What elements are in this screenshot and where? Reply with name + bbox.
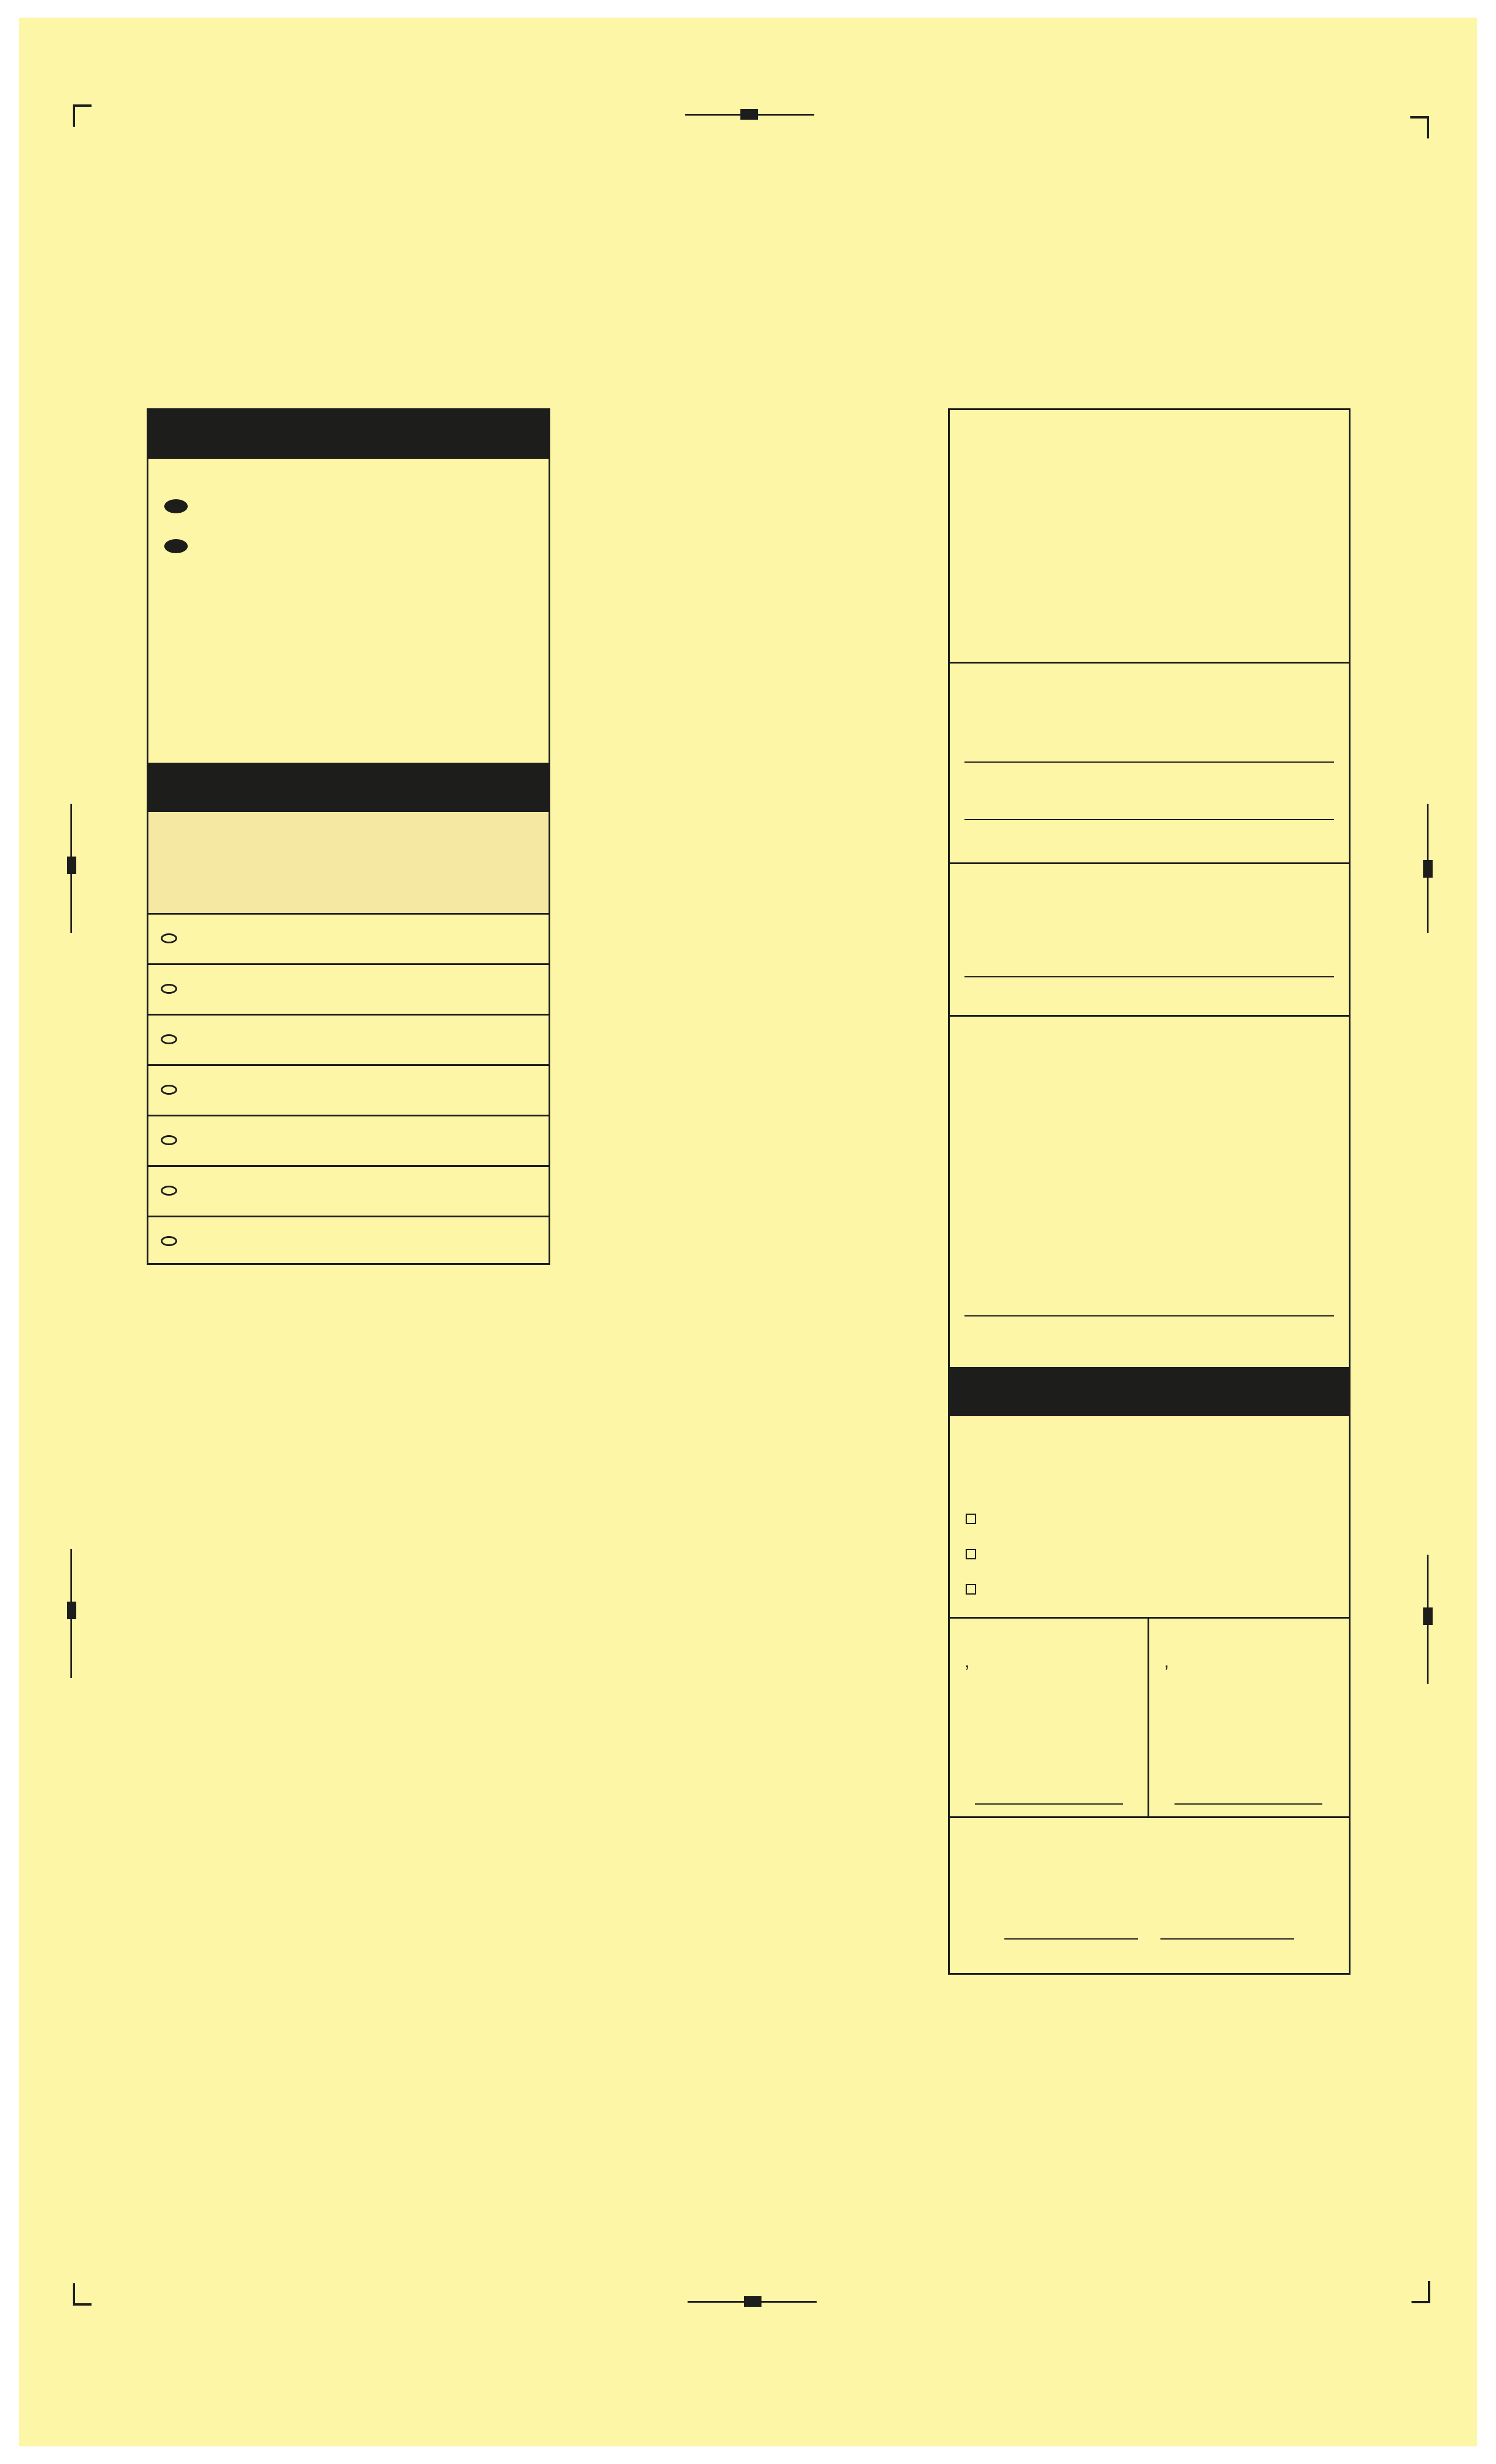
filled-oval-example-icon bbox=[164, 539, 188, 553]
stub-divider-5 bbox=[948, 1816, 1351, 1818]
remade-initials-line-1[interactable] bbox=[1004, 1938, 1138, 1940]
assistor-signature-line[interactable] bbox=[964, 1315, 1334, 1316]
official-use-heading bbox=[948, 1367, 1351, 1416]
candidate-row[interactable] bbox=[148, 1066, 549, 1116]
candidate-row[interactable] bbox=[148, 965, 549, 1016]
stub-divider-4 bbox=[948, 1617, 1351, 1619]
instruction-write-in bbox=[164, 534, 546, 556]
vote-oval[interactable] bbox=[161, 984, 177, 994]
corner-mark-bottom-right bbox=[1412, 2281, 1430, 2303]
vote-oval[interactable] bbox=[161, 1236, 177, 1246]
filled-oval-example-icon bbox=[164, 499, 188, 513]
left-side-mark-2 bbox=[67, 1602, 76, 1619]
overvoted-checkbox[interactable] bbox=[966, 1514, 976, 1524]
instructions-text bbox=[164, 476, 546, 574]
remade-initials-line-2[interactable] bbox=[1160, 1938, 1294, 1940]
instructions-heading bbox=[147, 408, 550, 459]
original-serial-instruction: , bbox=[964, 1651, 970, 1671]
initials-line-2[interactable] bbox=[964, 819, 1334, 820]
top-center-mark bbox=[740, 109, 758, 120]
stub-divider-2 bbox=[948, 862, 1351, 864]
candidate-row[interactable] bbox=[148, 1016, 549, 1066]
initials-line-1[interactable] bbox=[964, 761, 1334, 763]
serial-divider bbox=[1148, 1617, 1149, 1816]
bottom-center-mark bbox=[744, 2296, 761, 2307]
corner-mark-top-left bbox=[73, 104, 92, 127]
vote-oval[interactable] bbox=[161, 1034, 177, 1044]
corner-mark-bottom-left bbox=[73, 2283, 92, 2306]
candidate-row[interactable] bbox=[148, 915, 549, 965]
left-side-mark-1 bbox=[67, 857, 76, 874]
candidate-row[interactable] bbox=[148, 1116, 549, 1167]
vote-oval[interactable] bbox=[161, 1085, 177, 1095]
contest-header-shade bbox=[148, 812, 549, 913]
write-in-row[interactable] bbox=[148, 1217, 549, 1268]
stub-divider-1 bbox=[948, 662, 1351, 664]
vote-oval[interactable] bbox=[161, 1135, 177, 1145]
instruction-fill-oval bbox=[164, 494, 546, 516]
stub-divider-3 bbox=[948, 1015, 1351, 1017]
ballot-stub-box bbox=[948, 408, 1351, 1975]
duplicate-serial-instruction: , bbox=[1164, 1651, 1169, 1671]
corner-mark-top-right bbox=[1410, 116, 1429, 138]
vote-oval[interactable] bbox=[161, 933, 177, 943]
vote-oval[interactable] bbox=[161, 1186, 177, 1196]
clerk-initials-line[interactable] bbox=[964, 976, 1334, 977]
other-checkbox[interactable] bbox=[966, 1584, 976, 1595]
damaged-checkbox[interactable] bbox=[966, 1549, 976, 1559]
duplicate-serial-line[interactable] bbox=[1175, 1803, 1322, 1805]
original-serial-line[interactable] bbox=[975, 1803, 1123, 1805]
write-in-row[interactable] bbox=[148, 1167, 549, 1217]
right-side-mark-1 bbox=[1423, 860, 1433, 878]
right-side-mark-2 bbox=[1423, 1607, 1433, 1625]
contest-heading bbox=[147, 763, 550, 812]
